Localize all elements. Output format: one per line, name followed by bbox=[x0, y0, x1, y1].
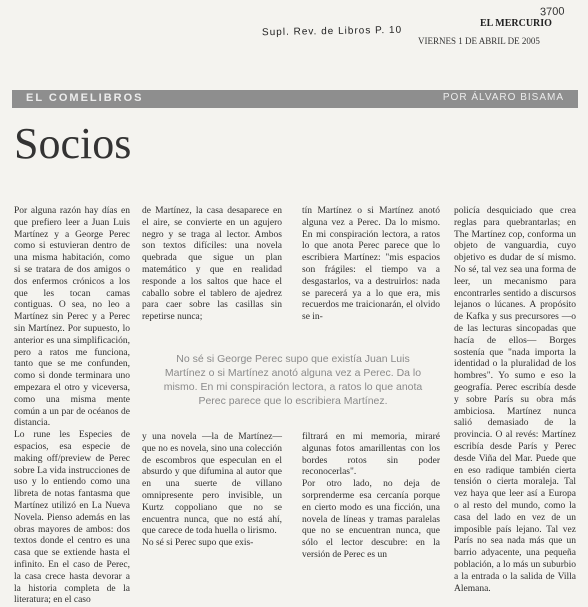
article-title: Socios bbox=[14, 119, 132, 168]
article-column-1: Por alguna razón hay días en que prefiero leer a Juan Luis Martínez y a George Perec como si estuvieran dentro de una misma habitación, como si se tratara de dos amigos o dos enfermos crónicos a los que les tocan camas contiguas. O sea, no leo a Martínez sin Perec y a Perec sin Martínez. Por supuesto, lo anterior es una simplificación, pero a ratos me funciona, tanto que se me confunden, como si donde terminara uno empezara el otro y viceversa, como una misma mente común a un par de océanos de distancia. Lo rune les Especies de espacios, esa especie de making off/preview de Perec sobre La vida instrucciones de uso y lo entiendo como una libreta de notas fantasma que Martínez utilizó en La Nueva Novela. Pienso además en las obras mayores de ambos: dos textos donde el centro es una casa que se extiende hasta el infinito. En el caso de Perec, la casa crece hasta devorar a la historia completa de la literatura; en el caso bbox=[14, 206, 130, 606]
page-number: 3700 bbox=[539, 5, 565, 19]
article-column-3-top: tín Martínez o si Martínez anotó alguna vez a Perec. Da lo mismo. En mi conspiración lectora, a ratos lo que anota Perec parece que lo escribiera Martínez: "mis espacios son frágiles: el tiempo va a desgastarlos, va a destruirlos: nada se parecerá ya a lo que era, mis recuerdos me traicionarán, el olvido se in- bbox=[302, 206, 440, 323]
article-column-3-bottom: filtrará en mi memoria, miraré algunas fotos amarillentas con los bordes rotos sin poder reconocerlas". Por otro lado, no deja de sorprenderme esa cercanía porque en cierto modo es una ficción, una novela de líneas y tramas paralelas que no se encuentran nunca, que sólo el lector descubre: en la versión de Perec es un bbox=[302, 432, 440, 560]
pull-quote: No sé si George Perec supo que existía Juan Luis Martínez o si Martínez anotó alguna vez a Perec. Da lo mismo. En mi conspiración lectora, a ratos lo que anota Perec parece que lo escribiera Martínez. bbox=[163, 353, 423, 407]
newspaper-name: EL MERCURIO bbox=[480, 18, 552, 29]
article-column-2-bottom: y una novela —la de Martínez— que no es novela, sino una colección de escombros que especulan en el absurdo y que difumina al autor que en una suerte de villano omnipresente pero invisible, un Kurtz coppoliano que no se encuentra nunca, que no está ahí, que carece de toda huella o lirismo. No sé si Perec supo que exis- bbox=[142, 432, 282, 549]
publication-date: VIERNES 1 DE ABRIL DE 2005 bbox=[418, 36, 540, 46]
article-column-4: policía desquiciado que crea reglas para quebrantarlas; en The Martínez cop, conforma un objeto de vanguardia, cuyo objetivo es dudar de sí mismo. No sé, tal vez sea una forma de leer, un mecanismo para encontrarles sentido a discursos lejanos o lúcanes. A propósito de Kafka y sus precursores —o de las lecturas sincopadas que hacía de ellos— Borges sostenía que "nada importa la identidad o la pluralidad de los hombres". Yo sumo e eso la geografía. Perec escribía desde y sobre París su obra más ambiciosa. Martínez nunca salió demasiado de la provincia. O al revés: Martínez escribía desde París y Perec desde Viña del Mar. Puede que en eso radique también cierta tensión o cierta moraleja. Tal vez haya que leer así a Europa o al resto del mundo, como la casa del lado en vez de un imposible país lejano. Tal vez París no sea nada más que un barrio adyacente, una pequeña población, a lo más un suburbio a la entrada o la salida de Villa Alemana. bbox=[454, 206, 576, 594]
article-column-2-top: de Martínez, la casa desaparece en el aire, se convierte en un agujero negro y se traga al lector. Ambos son textos difíciles: una novela quebrada que sigue un plan matemático y que en realidad responde a los saltos que hace el caballo sobre el tablero de ajedrez para caer sobre las casillas sin repetirse nunca; bbox=[142, 206, 282, 323]
section-band bbox=[12, 90, 578, 108]
byline: POR ÁLVARO BISAMA bbox=[442, 92, 564, 103]
handwritten-annotation: Supl. Rev. de Libros P. 10 bbox=[261, 24, 403, 39]
section-name: EL COMELIBROS bbox=[26, 92, 144, 104]
